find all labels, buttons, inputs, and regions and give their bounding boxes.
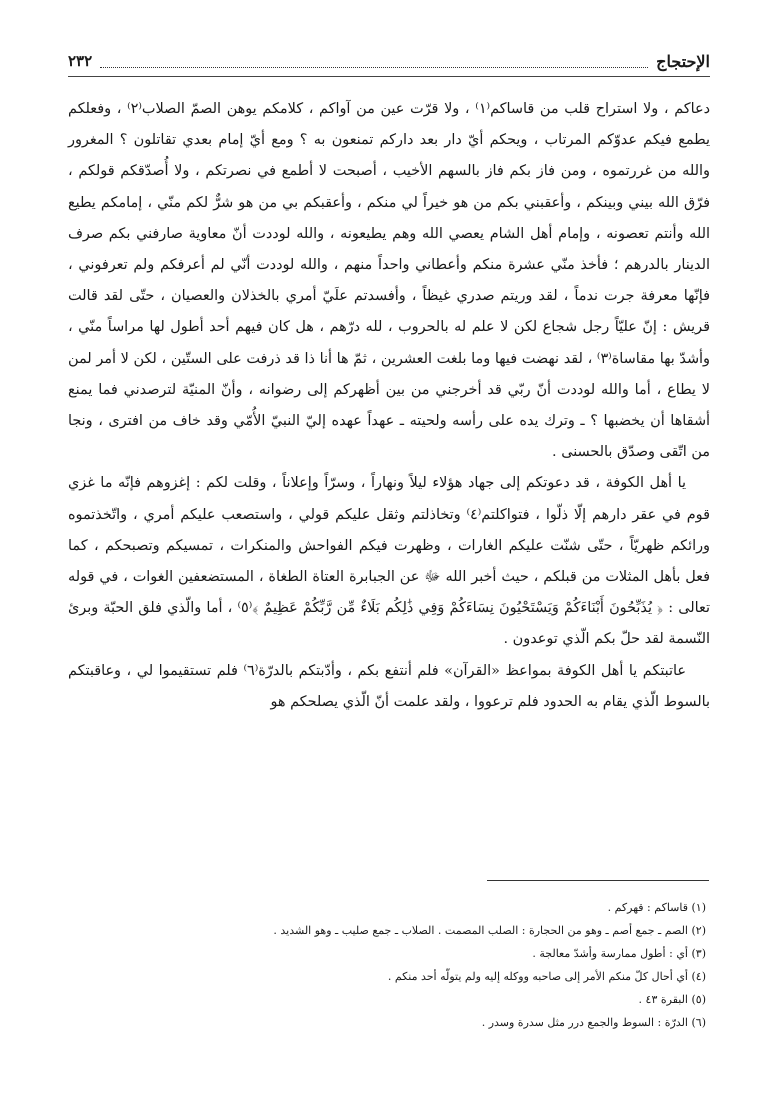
footnote: (١) قاساكم : قهركم . [607,901,706,914]
footnote: (٢) الصم ـ جمع أصم ـ وهو من الحجارة : الصلب المصمت . الصلاب ـ جمع صليب ـ وهو الشديد . [273,924,706,937]
running-header [68,46,710,77]
paragraph: يا أهل الكوفة ، قد دعوتكم إلى جهاد هؤلاء ليلاً ونهاراً ، وسرّاً وإعلاناً ، وقلت لكم : إغزوهم فإنّه ما غزي قوم في عقر دارهم إلّا ذلّوا ، فتواكلتم⁽٤⁾ وتخاذلتم وثقل عليكم قولي ، واستصعب عليكم أمري ، واتّخذتموه ورائكم ظهريّاً ، حتّى شنّت عليكم الغارات ، وظهرت فيكم الفواحش والمنكرات ، تمسيكم وتصبحكم ، كما فعل بأهل المثلات من قبلكم ، حيث أخبر الله ﷻ عن الجبابرة العتاة الطغاة ، المستضعفين الغوات ، في قوله تعالى : ﴿ يُذَبِّحُونَ أَبْنَاءَكُمْ وَيَسْتَحْيُونَ نِسَاءَكُمْ وَفِي ذَٰلِكُم بَلَاءٌ مِّن رَّبِّكُمْ عَظِيمٌ ﴾⁽٥⁾ ، أما والّذي فلق الحبّة وبرئ النّسمة لقد حلّ بكم الّذي توعدون . [68,475,710,648]
footnotes [68,896,710,1034]
page-number: ٢٣٢ [68,52,93,70]
footnote-separator [487,880,709,881]
main-text [68,94,710,718]
paragraph: عاتبتكم يا أهل الكوفة بمواعظ «القرآن» فلم أنتفع بكم ، وأدّبتكم بالدرّة⁽٦⁾ فلم تستقيموا لي ، وعاقبتكم بالسوط الّذي يقام به الحدود فلم ترعووا ، ولقد علمت أنّ الّذي يصلحكم هو [68,662,710,710]
footnote: (٦) الدرّة : السوط والجمع درر مثل سدرة وسدر . [481,1016,706,1029]
footnote: (٥) البقرة ٤٣ . [638,993,706,1006]
dotted-leader [100,55,648,68]
paragraph: دعاكم ، ولا استراح قلب من قاساكم⁽١⁾ ، ولا قرّت عين من آواكم ، كلامكم يوهن الصمّ الصلاب⁽٢⁾ ، وفعلكم يطمع فيكم عدوّكم المرتاب ، ويحكم أيّ دار بعد داركم تمنعون به ؟ ومع أيّ إمام بعدي تقاتلون ؟ المغرور والله من غررتموه ، ومن فاز بكم فاز بالسهم الأخيب ، أصبحت لا أطمع في نصرتكم ، ولا أُصدّقكم قولكم ، فرّق الله بيني وبينكم ، وأعقبني بكم من هو خيراً لي منكم ، وأعقبكم بي من هو شرٌّ لكم منّي ، إمامكم يطيع الله وأنتم تعصونه ، وإمام أهل الشام يعصي الله وهم يطيعونه ، والله لوددت أنّ معاوية صارفني بكم صرف الدينار بالدرهم ؛ فأخذ منّي عشرة منكم وأعطاني واحداً منهم ، والله لوددت أنّي لم أعرفكم ولم تعرفوني ، فإنّها معرفة جرت ندماً ، لقد وريتم صدري غيظاً ، وأفسدتم علَيّ أمري بالخذلان والعصيان ، حتّى لقد قالت قريش : إنّ عليّاً رجل شجاع لكن لا علم له بالحروب ، لله درّهم ، هل كان فيهم أحد أطول لها مراساً منّي ، وأشدّ بها مقاساة⁽٣⁾ ، لقد نهضت فيها وما بلغت العشرين ، ثمّ ها أنا ذا قد ذرفت على الستّين ، لكن لا أمر لمن لا يطاع ، أما والله لوددت أنّ ربّي قد أخرجني من بين أظهركم إلى رضوانه ، وأنّ المنيّة لترصدني فما يمنع أشقاها أن يخضبها ؟ ـ وترك يده على رأسه ولحيته ـ عهداً عهده إليّ النبيّ الأُمّي وقد خاف من افترى ، ونجا من اتّقى وصدّق بالحسنى . [68,101,711,461]
footnote: (٤) أي أحال كلّ منكم الأمر إلى صاحبه ووكله إليه ولم يتولّه أحد منكم . [387,970,706,983]
running-title: الإحتجاج [656,51,710,71]
footnote: (٣) أي : أطول ممارسة وأشدّ معالجة . [532,947,706,960]
